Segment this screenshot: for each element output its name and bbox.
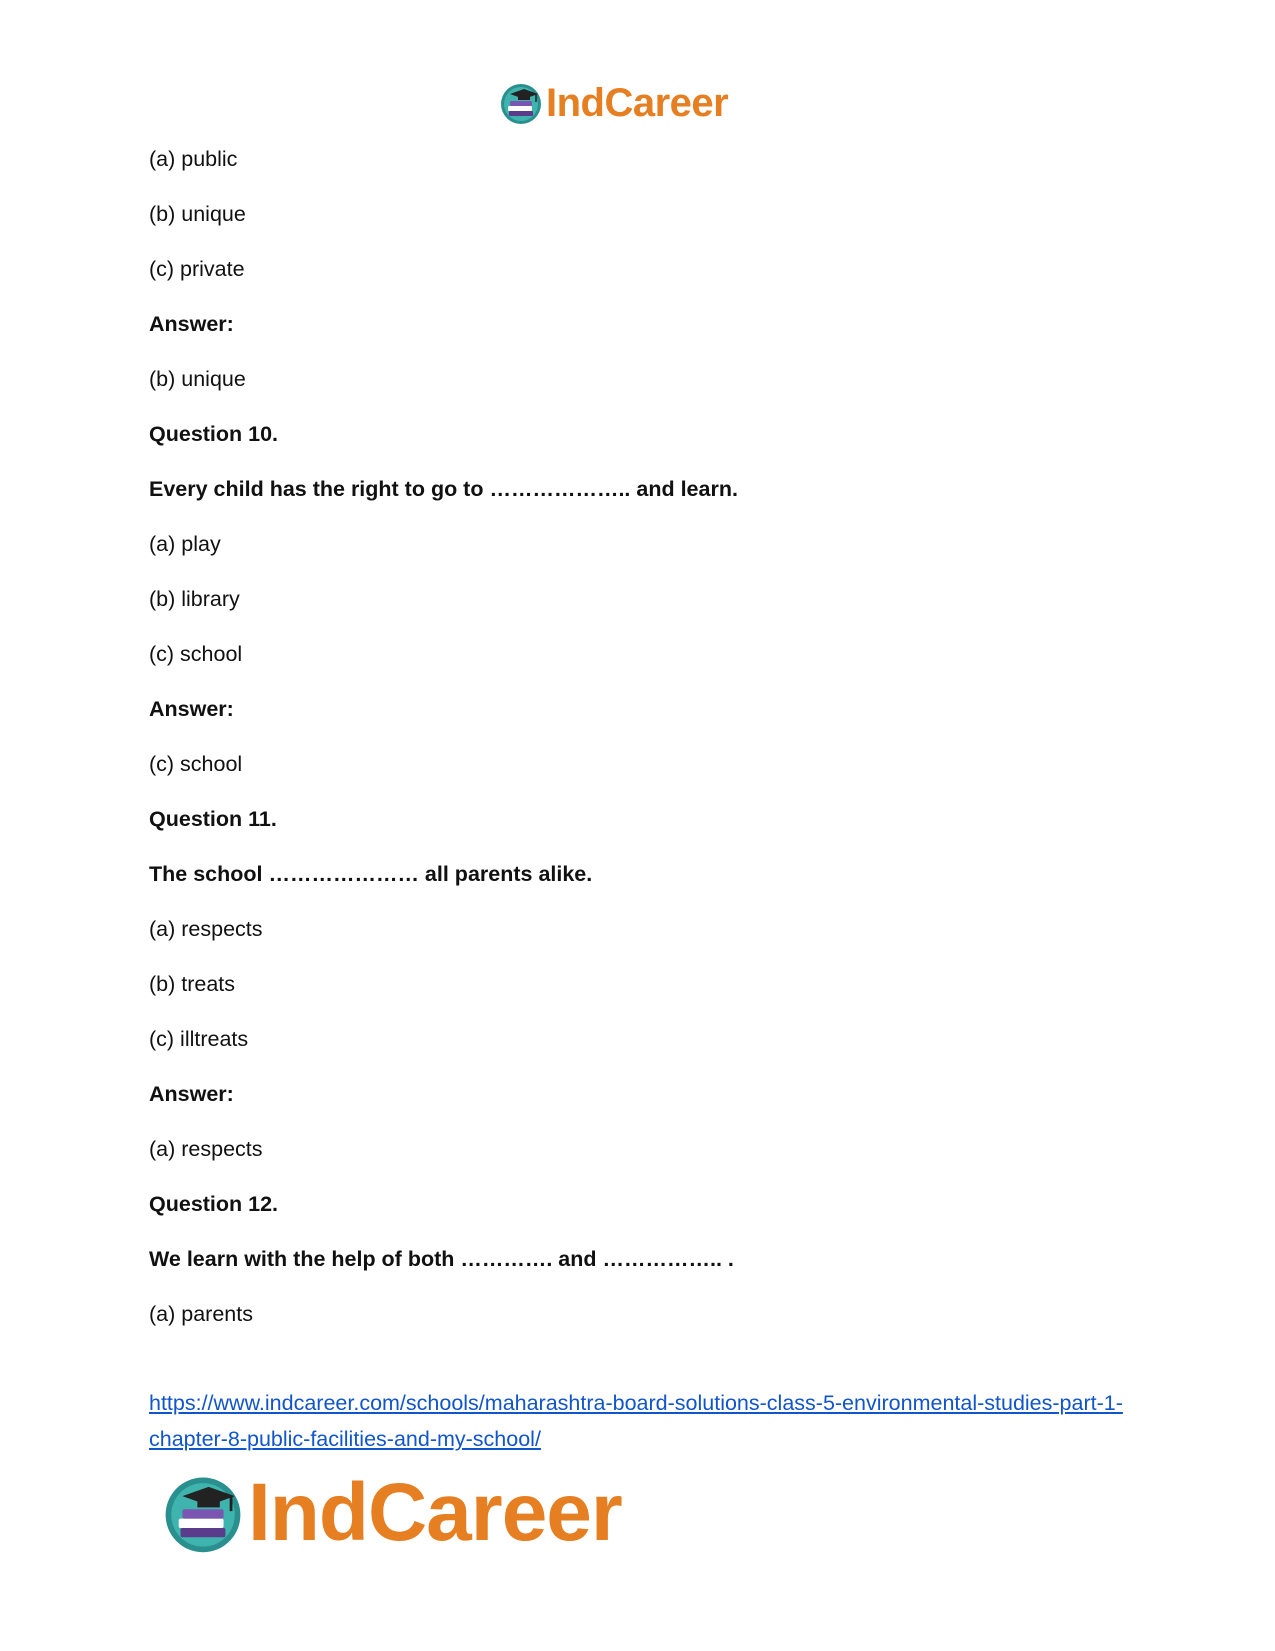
question-number: Question 12.	[149, 1192, 279, 1216]
source-link[interactable]: https://www.indcareer.com/schools/maharashtra-board-solutions-class-5-environmental-studies-part-1-chapter-8-public-facilities-and-my-school/	[149, 1391, 1123, 1451]
option-text: (c) school	[149, 642, 243, 666]
option-text: (c) illtreats	[149, 1027, 249, 1051]
option-text: (b) library	[149, 587, 240, 611]
question-text: Every child has the right to go to ……………….. and learn.	[149, 477, 738, 501]
question-number: Question 10.	[149, 422, 279, 446]
option-text: (a) parents	[149, 1302, 253, 1326]
option-text: (c) school	[149, 752, 243, 776]
option-text: (a) respects	[149, 1137, 263, 1161]
option-text: (a) play	[149, 532, 221, 556]
logo-wordmark: IndCareer	[248, 1467, 622, 1558]
option-text: (b) treats	[149, 972, 236, 996]
answer-label: Answer:	[149, 697, 234, 721]
question-content	[149, 146, 1129, 1356]
option-text: (a) respects	[149, 917, 263, 941]
logo-wordmark: IndCareer	[546, 80, 729, 125]
option-text: (c) private	[149, 257, 245, 281]
question-number: Question 11.	[149, 807, 277, 831]
footer-logo	[160, 1468, 622, 1558]
option-text: (b) unique	[149, 367, 246, 391]
answer-label: Answer:	[149, 312, 234, 336]
answer-label: Answer:	[149, 1082, 234, 1106]
option-text: (b) unique	[149, 202, 246, 226]
question-text: The school ………………… all parents alike.	[149, 862, 593, 886]
question-text: We learn with the help of both …………. and …………….. .	[149, 1247, 734, 1271]
graduation-books-icon	[160, 1470, 246, 1556]
header-logo	[498, 78, 728, 128]
option-text: (a) public	[149, 147, 238, 171]
graduation-books-icon	[498, 80, 544, 126]
